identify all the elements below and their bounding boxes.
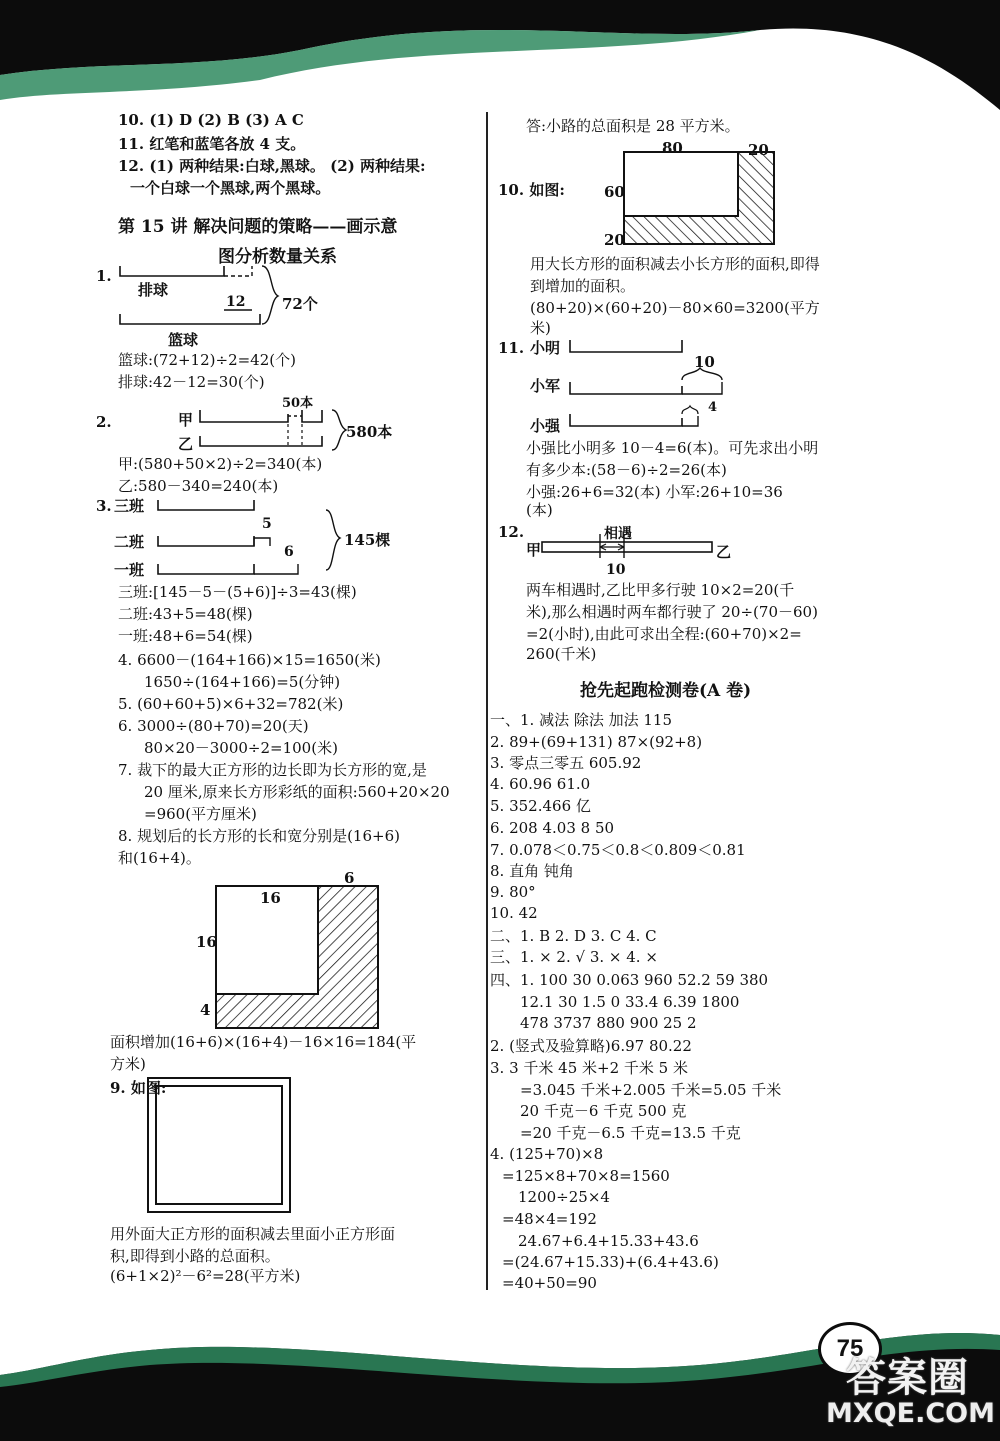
q12-label-a: 甲 — [526, 541, 542, 559]
solution-line: (80+20)×(60+20)－80×60=3200(平方 — [530, 299, 820, 317]
solution-line: (6+1×2)²－6²=28(平方米) — [110, 1267, 301, 1285]
column-divider — [486, 112, 488, 1290]
solution-line: 乙:580－340=240(本) — [118, 477, 279, 495]
test-answer-line: 三、1. × 2. √ 3. × 4. × — [490, 948, 658, 966]
section-title: 第 15 讲 解决问题的策略——画示意 — [118, 217, 398, 237]
solution-line: 答:小路的总面积是 28 平方米。 — [526, 117, 740, 135]
page-number: 75 — [836, 1335, 864, 1362]
q11-mark-a: 10 — [694, 353, 715, 371]
solution-line: 排球:42－12=30(个) — [118, 373, 265, 391]
solution-line: 6. 3000÷(80+70)=20(天) — [118, 717, 309, 735]
solution-line: 4. 6600－(164+166)×15=1650(米) — [118, 651, 381, 669]
test-title: 抢先起跑检测卷(A 卷) — [580, 681, 752, 701]
solution-line: 积,即得到小路的总面积。 — [110, 1247, 280, 1265]
solution-line: 一班:48+6=54(棵) — [118, 627, 253, 645]
q11-label-a: 小明 — [530, 339, 561, 357]
top-decorative-band — [0, 0, 1000, 120]
question-number: 1. — [96, 267, 112, 285]
q12-mark-bottom: 10 — [606, 562, 626, 578]
answer-line: 11. 红笔和蓝笔各放 4 支。 — [118, 135, 306, 153]
test-answer-line: 一、1. 减法 除法 加法 115 — [490, 711, 673, 729]
q10-dim-top: 80 — [662, 139, 683, 157]
watermark-logo: 答案圈 — [846, 1355, 969, 1401]
q3-mark-a: 5 — [262, 516, 272, 532]
answer-line: 一个白球一个黑球,两个黑球。 — [130, 179, 331, 197]
solution-line: 米) — [530, 319, 551, 337]
q2-label-a: 甲 — [178, 411, 194, 429]
solution-line: 三班:[145－5－(5+6)]÷3=43(棵) — [118, 583, 357, 601]
solution-line: 5. (60+60+5)×6+32=782(米) — [118, 695, 344, 713]
solution-line: 面积增加(16+6)×(16+4)－16×16=184(平 — [110, 1033, 417, 1051]
q1-total: 72个 — [282, 295, 318, 313]
solution-line: 80×20－3000÷2=100(米) — [144, 739, 338, 757]
q11-mark-b: 4 — [708, 400, 718, 415]
test-answer-line: 8. 直角 钝角 — [490, 862, 574, 880]
test-answer-line: 4. 60.96 61.0 — [490, 775, 591, 793]
test-answer-line: 5. 352.466 亿 — [490, 797, 591, 815]
question-number: 3. — [96, 497, 112, 515]
question-number: 12. — [498, 523, 525, 541]
solution-line: 260(千米) — [526, 645, 597, 663]
q12-label-b: 乙 — [716, 543, 732, 561]
solution-line: 8. 规划后的长方形的长和宽分别是(16+6) — [118, 827, 400, 845]
q2-total: 580本 — [346, 423, 393, 441]
test-answer-line: 四、1. 100 30 0.063 960 52.2 59 380 — [490, 971, 769, 989]
solution-line: 1650÷(164+166)=5(分钟) — [144, 673, 341, 691]
watermark-url: MXQE.COM — [826, 1398, 995, 1429]
test-answer-line: 1200÷25×4 — [518, 1188, 610, 1206]
question-number: 11. — [498, 339, 525, 357]
test-answer-line: =125×8+70×8=1560 — [502, 1167, 670, 1185]
q2-label-b: 乙 — [178, 435, 194, 453]
section-subtitle: 图分析数量关系 — [218, 247, 337, 267]
q8-dim-top: 6 — [344, 869, 355, 887]
q11-label-c: 小强 — [530, 417, 561, 435]
solution-line: 有多少本:(58－6)÷2=26(本) — [526, 461, 727, 479]
solution-line: 篮球:(72+12)÷2=42(个) — [118, 351, 296, 369]
test-answer-line: =48×4=192 — [502, 1210, 597, 1228]
test-answer-line: 478 3737 880 900 25 2 — [520, 1014, 697, 1032]
question-number: 2. — [96, 413, 112, 431]
solution-line: =2(小时),由此可求出全程:(60+70)×2= — [526, 625, 802, 643]
solution-line: 甲:(580+50×2)÷2=340(本) — [118, 455, 323, 473]
solution-line: 20 厘米,原来长方形彩纸的面积:560+20×20 — [144, 783, 450, 801]
solution-line: =960(平方厘米) — [144, 805, 257, 823]
solution-line: 二班:43+5=48(棵) — [118, 605, 253, 623]
test-answer-line: 2. (竖式及验算略)6.97 80.22 — [490, 1037, 692, 1055]
q2-mark: 50本 — [282, 396, 314, 411]
q10-dim-left: 60 — [604, 183, 625, 201]
q1-label-a: 排球 — [138, 281, 169, 299]
q1-label-b: 篮球 — [168, 331, 199, 349]
q10-dim-left-bottom: 20 — [604, 231, 625, 249]
q8-dim-inner-height: 16 — [196, 933, 217, 951]
solution-line: 和(16+4)。 — [118, 849, 201, 867]
test-answer-line: 二、1. B 2. D 3. C 4. C — [490, 927, 657, 945]
q12-mark-top: 相遇 — [604, 526, 632, 542]
question-label: 9. 如图: — [110, 1079, 167, 1097]
solution-line: 用外面大正方形的面积减去里面小正方形面 — [110, 1225, 396, 1243]
solution-line: 方米) — [110, 1055, 146, 1073]
test-answer-line: 3. 零点三零五 605.92 — [490, 754, 642, 772]
q8-dim-bottom: 4 — [200, 1001, 211, 1019]
test-answer-line: =20 千克－6.5 千克=13.5 千克 — [520, 1124, 741, 1142]
question-label: 10. 如图: — [498, 181, 565, 199]
test-answer-line: 12.1 30 1.5 0 33.4 6.39 1800 — [520, 993, 740, 1011]
q9-square-figure — [146, 1076, 294, 1216]
q2-line-diagram — [196, 400, 366, 458]
solution-line: 用大长方形的面积减去小长方形的面积,即得 — [530, 255, 820, 273]
test-answer-line: =40+50=90 — [502, 1274, 597, 1292]
test-answer-line: 9. 80° — [490, 883, 536, 901]
test-answer-line: =3.045 千米+2.005 千米=5.05 千米 — [520, 1081, 782, 1099]
q11-label-b: 小军 — [530, 377, 561, 395]
solution-line: 小强比小明多 10－4=6(本)。可先求出小明 — [526, 439, 819, 457]
solution-line: (本) — [526, 501, 553, 519]
q8-area-figure — [212, 882, 382, 1032]
test-answer-line: 3. 3 千米 45 米+2 千米 5 米 — [490, 1059, 688, 1077]
solution-line: 小强:26+6=32(本) 小军:26+10=36 — [526, 483, 783, 501]
q3-label-b: 二班 — [114, 533, 145, 551]
test-answer-line: 24.67+6.4+15.33+43.6 — [518, 1232, 699, 1250]
q10-dim-top-right: 20 — [748, 141, 769, 159]
test-answer-line: 4. (125+70)×8 — [490, 1145, 604, 1163]
solution-line: 7. 裁下的最大正方形的边长即为长方形的宽,是 — [118, 761, 427, 779]
test-answer-line: 20 千克－6 千克 500 克 — [520, 1102, 687, 1120]
test-answer-line: 2. 89+(69+131) 87×(92+8) — [490, 733, 703, 751]
answer-line: 10. (1) D (2) B (3) A C — [118, 111, 304, 129]
q3-line-diagram — [150, 494, 350, 578]
solution-line: 两车相遇时,乙比甲多行驶 10×2=20(千 — [526, 581, 795, 599]
test-answer-line: 7. 0.078＜0.75＜0.8＜0.809＜0.81 — [490, 841, 746, 859]
test-answer-line: 10. 42 — [490, 904, 538, 922]
q8-dim-inner-width: 16 — [260, 889, 281, 907]
q3-total: 145棵 — [344, 531, 391, 549]
answer-line: 12. (1) 两种结果:白球,黑球。 (2) 两种结果: — [118, 157, 426, 175]
test-answer-line: =(24.67+15.33)+(6.4+43.6) — [502, 1253, 719, 1271]
q3-label-a: 三班 — [114, 497, 145, 515]
q3-mark-b: 6 — [284, 544, 294, 560]
q3-label-c: 一班 — [114, 561, 145, 579]
q10-area-figure — [620, 148, 778, 248]
solution-line: 到增加的面积。 — [530, 277, 636, 295]
test-answer-line: 6. 208 4.03 8 50 — [490, 819, 615, 837]
solution-line: 米),那么相遇时两车都行驶了 20÷(70－60) — [526, 603, 818, 621]
q1-mark: 12 — [226, 294, 246, 310]
